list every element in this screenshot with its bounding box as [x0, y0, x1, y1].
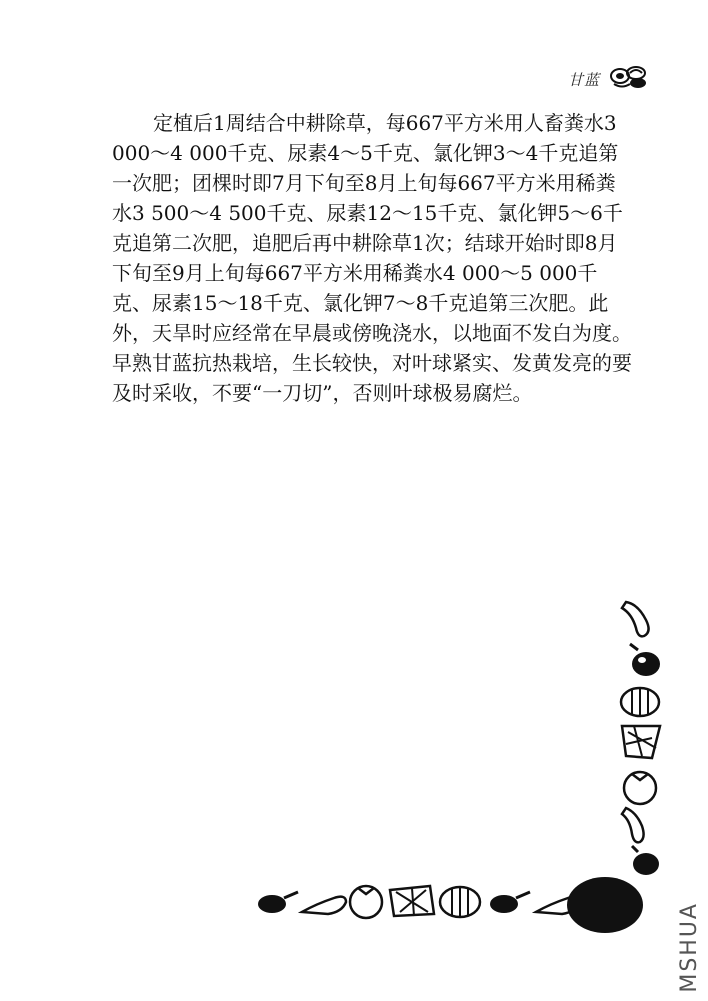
cucumber-icon	[622, 808, 644, 842]
pumpkin-icon	[621, 688, 659, 716]
header-title: 甘蓝	[567, 70, 600, 89]
corn-icon	[390, 886, 434, 916]
cucumber-icon	[302, 897, 346, 914]
body-paragraph: 定植后1周结合中耕除草，每667平方米用人畜粪水3 000～4 000千克、尿素4～5千克、氯化钾3～4千克追第一次肥；团棵时即7月下旬至8月上旬每667平方米用稀粪水3 500～4 500千克、尿素12～15千克、氯化钾5～6千克追第二次肥，追肥后再中耕除草1次；结球开始时即8月下旬至9月上旬每667平方米用稀粪水4 000～5 000千克、尿素15～18千克、氯化钾7～8千克追第三次肥。此外，天旱时应经常在早晨或傍晚浇水，以地面不发白为度。早熟甘蓝抗热栽培，生长较快，对叶球紧实、发黄发亮的要及时采收，不要“一刀切”，否则叶球极易腐烂。	[112, 111, 632, 405]
page-number-blob	[565, 875, 645, 939]
vegetable-cluster-icon	[610, 64, 650, 94]
body-text	[112, 108, 632, 408]
eggplant-icon	[258, 892, 298, 913]
tomato-icon	[350, 886, 382, 918]
cucumber-icon	[622, 602, 649, 636]
eggplant-icon	[630, 644, 660, 676]
corn-icon	[622, 726, 660, 758]
pumpkin-icon	[440, 887, 480, 917]
tomato-icon	[624, 772, 656, 804]
eggplant-icon	[490, 892, 530, 913]
side-decoration-column	[612, 598, 672, 882]
running-header	[568, 64, 650, 94]
watermark: MSHUA	[677, 902, 702, 993]
